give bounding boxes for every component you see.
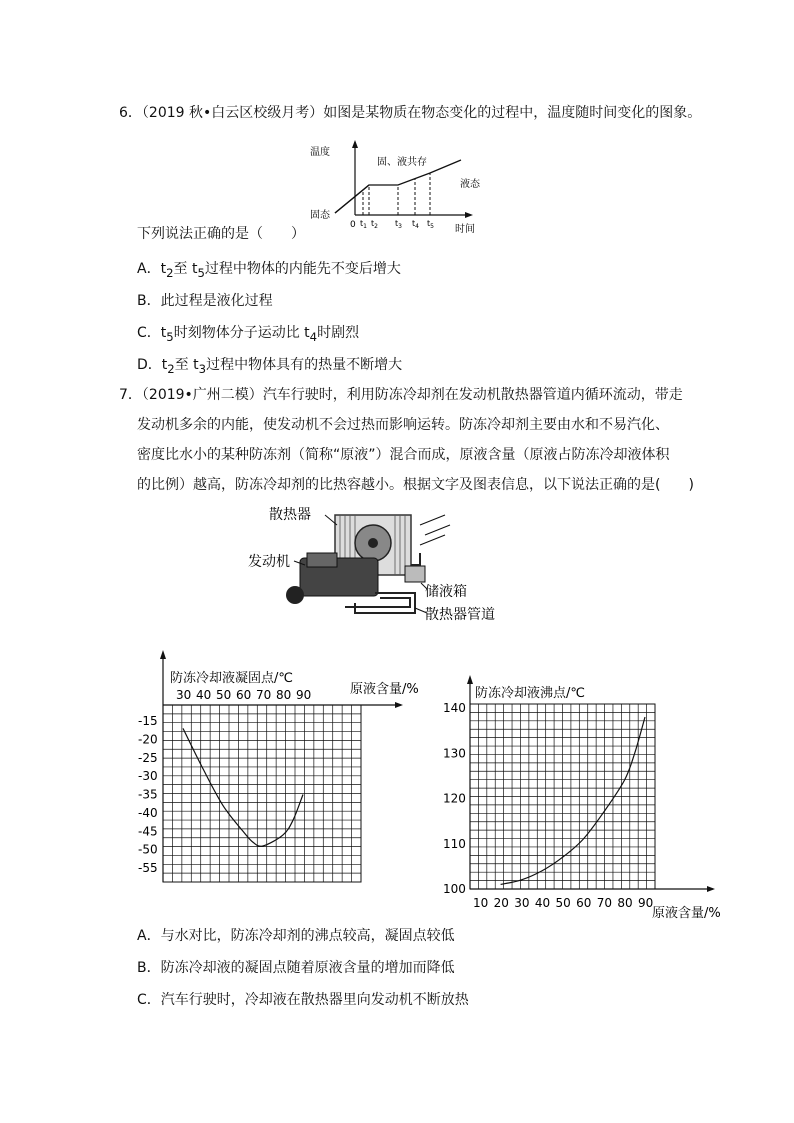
q7-engine-diagram [245, 503, 515, 623]
chart1-xlabel: 原液含量/% [350, 682, 419, 697]
chart2-x-tick: 50 [555, 896, 571, 910]
q7-option-c[interactable]: C．汽车行驶时，冷却液在散热器里向发动机不断放热 [137, 992, 469, 1008]
pipe-label: 散热器管道 [425, 607, 495, 623]
chart2-y-tick: 110 [443, 836, 466, 851]
chart2-x-tick: 10 [473, 896, 489, 910]
q7-line1: 7．（2019•广州二模）汽车行驶时，利用防冻冷却剂在发动机散热器管道内循环流动，带走 [119, 387, 683, 403]
q6-stem: 如图是某物质在物态变化的过程中，温度随时间变化的图象。 [323, 105, 702, 121]
q6-option-d[interactable]: D．$t_2$至 $t_3$过程中物体具有的热量不断增大 [137, 357, 403, 376]
q6-xlabel: 时间 [455, 224, 475, 235]
q6-liquid-label: 液态 [460, 179, 480, 190]
chart1-y-tick: -40 [138, 805, 158, 820]
boiling-point-chart [435, 650, 755, 920]
chart2-y-tick: 120 [443, 791, 466, 806]
x-axis-arrow [395, 702, 403, 708]
x-axis-arrow [707, 886, 715, 892]
q6-option-a[interactable]: A．$t_2$至 $t_5$过程中物体的内能先不变后增大 [137, 261, 401, 280]
chart2-x-tick: 80 [617, 896, 633, 910]
chart1-y-tick: -45 [138, 824, 158, 839]
q7-source: （2019•广州二模） [141, 387, 263, 403]
q6-option-b[interactable]: B．此过程是液化过程 [137, 293, 273, 309]
engine-icon [286, 553, 378, 604]
chart2-y-tick: 100 [443, 882, 466, 896]
chart2-title: 防冻冷却液沸点/℃ [475, 686, 585, 701]
q6-tick-t2: $t_2$ [371, 219, 378, 230]
chart1-title: 防冻冷却液凝固点/℃ [170, 671, 293, 686]
chart2-x-tick: 60 [576, 896, 592, 910]
tank-label: 储液箱 [425, 584, 467, 600]
chart2-x-tick: 40 [534, 896, 551, 910]
q6-origin: 0 [350, 220, 356, 230]
chart2-y-tick: 130 [443, 746, 466, 761]
q6-figure [305, 140, 485, 240]
chart1-x-tick: 80 [276, 688, 292, 702]
q7-line3: 密度比水小的某种防冻剂（简称“原液”）混合而成，原液含量（原液占防冻冷却液体积 [137, 447, 670, 463]
chart1-y-tick: -20 [138, 732, 158, 747]
y-axis-arrow [160, 650, 166, 659]
q6-tick-t1: $t_1$ [360, 219, 367, 230]
chart1-x-tick: 60 [236, 688, 252, 702]
chart1-x-tick: 50 [216, 688, 232, 702]
chart1-y-tick: -55 [138, 861, 158, 875]
q6-tick-t3: $t_3$ [395, 219, 402, 230]
chart1-y-tick: -50 [138, 842, 158, 857]
chart2-x-tick: 70 [596, 896, 613, 910]
chart1-x-tick: 40 [196, 688, 212, 702]
chart1-y-tick: -25 [138, 750, 158, 765]
chart1-y-tick: -35 [138, 787, 158, 802]
tank-icon [405, 566, 425, 582]
q6-option-c[interactable]: C．$t_5$时刻物体分子运动比 $t_4$时剧烈 [137, 325, 360, 344]
boiling-point-curve [501, 717, 645, 884]
chart1-y-tick: -30 [138, 769, 158, 784]
q6-solid-label: 固态 [310, 210, 330, 221]
q7-option-b[interactable]: B．防冻冷却液的凝固点随着原液含量的增加而降低 [137, 960, 455, 976]
q6-prompt: 下列说法正确的是（ ） [137, 226, 305, 242]
q7-line2: 发动机多余的内能，使发动机不会过热而影响运转。防冻冷却剂主要由水和不易汽化、 [137, 417, 669, 433]
radiator-label: 散热器 [269, 507, 311, 523]
chart2-x-tick: 20 [493, 896, 509, 910]
q6-stem-line [119, 103, 701, 123]
q7-number: 7． [119, 387, 142, 403]
chart1-x-tick: 30 [176, 688, 192, 702]
chart1-x-tick: 90 [296, 688, 312, 702]
q6-tick-t4: $t_4$ [412, 219, 419, 230]
chart2-x-tick: 30 [514, 896, 530, 910]
q6-number: 6． [119, 105, 142, 121]
q6-tick-t5: $t_5$ [427, 219, 434, 230]
q7-option-a[interactable]: A．与水对比，防冻冷却剂的沸点较高，凝固点较低 [137, 928, 455, 944]
chart2-y-tick: 140 [443, 701, 466, 715]
freezing-point-chart [140, 645, 440, 905]
q6-source: （2019 秋•白云区校级月考） [141, 105, 324, 121]
y-axis-arrow [467, 675, 473, 684]
chart1-y-tick: -15 [138, 714, 158, 728]
q7-line4: 的比例）越高，防冻冷却剂的比热容越小。根据文字及图表信息，以下说法正确的是( ) [137, 477, 694, 493]
airflow-arrows-icon [420, 515, 450, 545]
q6-mixed-label: 固、液共存 [377, 157, 427, 168]
engine-label: 发动机 [248, 554, 290, 570]
chart2-xlabel: 原液含量/% [652, 906, 721, 921]
chart2-x-tick: 90 [638, 896, 654, 910]
chart1-x-tick: 70 [256, 688, 272, 702]
q6-ylabel: 温度 [310, 147, 330, 158]
